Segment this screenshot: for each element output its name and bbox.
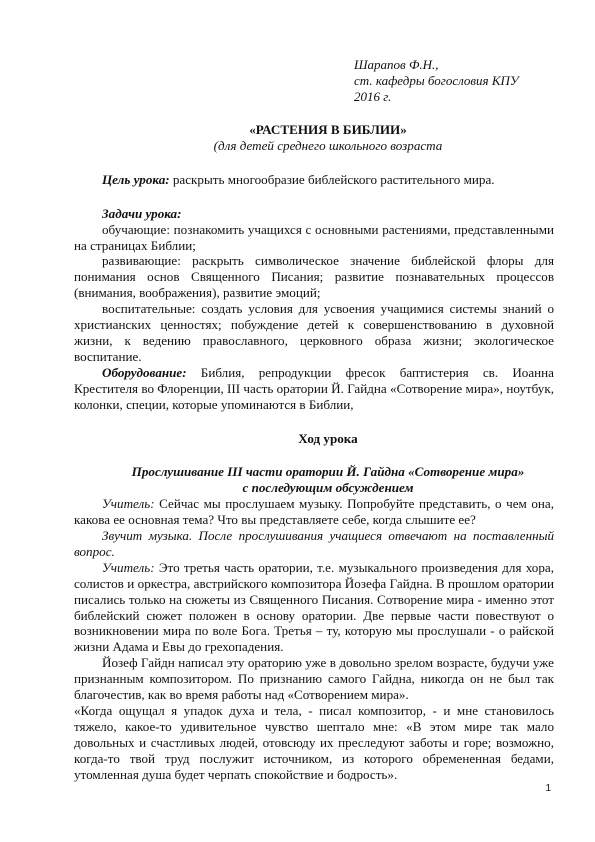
paragraph-teacher-1	[74, 496, 554, 528]
author-block	[354, 57, 574, 105]
equipment-label: Оборудование:	[102, 364, 187, 380]
paragraph-haydn: Йозеф Гайдн написал эту ораторию уже в довольно зрелом возрасте, будучи уже признанным композитором. По признанию самого Гайдна, никогда он не был так благочестив, как во время работы над «Сотворением мира».	[74, 655, 554, 703]
task-item: воспитательные: создать условия для усвоения учащимися системы знаний о христианских ценностях; побуждение детей к совершенствованию в духовной жизни, к ведению православного, церковного образа жизни; экологическое воспитание.	[74, 301, 554, 364]
section-heading: Прослушивание III части оратории Й. Гайдна «Сотворение мира»	[131, 464, 525, 480]
teacher-label: Учитель:	[102, 559, 155, 575]
paragraph-text: Сейчас мы прослушаем музыку. Попробуйте представить, о чем она, какова ее основная тема? Что вы представляете себе, когда слышите ее?	[74, 496, 554, 528]
page-number: 1	[545, 783, 551, 794]
author-year: 2016 г.	[354, 89, 392, 104]
paragraph-teacher-2	[74, 560, 554, 655]
task-item: развивающие: раскрыть символическое значение библейской флоры для понимания основ Священного Писания; развитие познавательных процессов (внимания, воображения), развитие эмоций;	[74, 253, 554, 301]
document-body	[74, 122, 554, 783]
document-title: «РАСТЕНИЯ В БИБЛИИ»	[249, 122, 407, 137]
document-subtitle: (для детей среднего школьного возраста	[213, 137, 443, 153]
tasks-label: Задачи урока:	[102, 205, 182, 221]
goal-text: раскрыть многообразие библейского растительного мира.	[169, 171, 495, 187]
lesson-goal	[102, 172, 554, 188]
author-position: ст. кафедры богословия КПУ	[354, 73, 519, 88]
teacher-label: Учитель:	[102, 496, 155, 512]
equipment-text: Библия, репродукции фресок баптистерия св. Иоанна Крестителя во Флоренции, III часть оратории Й. Гайдна «Сотворение мира», ноутбук, колонки, специи, которые упоминаются в Библии,	[74, 364, 554, 412]
section-heading-continued: с последующим обсуждением	[242, 480, 414, 496]
task-item: обучающие: познакомить учащихся с основными растениями, представленными на страницах Библии;	[74, 221, 554, 253]
paragraph-music: Звучит музыка. После прослушивания учащиеся отвечают на поставленный вопрос.	[74, 528, 554, 559]
paragraph-quote: «Когда ощущал я упадок духа и тела, - писал композитор, - и мне становилось тяжело, какое-то удивительное чувство шептало мне: «В этом мире так мало довольных и счастливых людей, отовсюду их преследуют заботы и горе; возможно, когда-то твой труд послужит источником, из которого обремененная бедами, утомленная душа будет черпать спокойствие и бодрость».	[74, 703, 554, 782]
paragraph-text: Это третья часть оратории, т.е. музыкального произведения для хора, солистов и оркестра, австрийского композитора Йозефа Гайдна. В прошлом оратории писались только на сюжеты из Священного Писания. Сотворение мира - именно этот библейский сюжет положен в основу оратории. Две первые части повествуют о возникновении мира по воле Бога. Третья – ту, которую мы прослушали - о райской жизни Адама и Евы до грехопадения.	[74, 559, 554, 655]
equipment	[74, 365, 554, 413]
goal-label: Цель урока:	[102, 171, 170, 187]
author-name: Шарапов Ф.Н.,	[354, 57, 439, 72]
lesson-heading: Ход урока	[298, 430, 358, 446]
